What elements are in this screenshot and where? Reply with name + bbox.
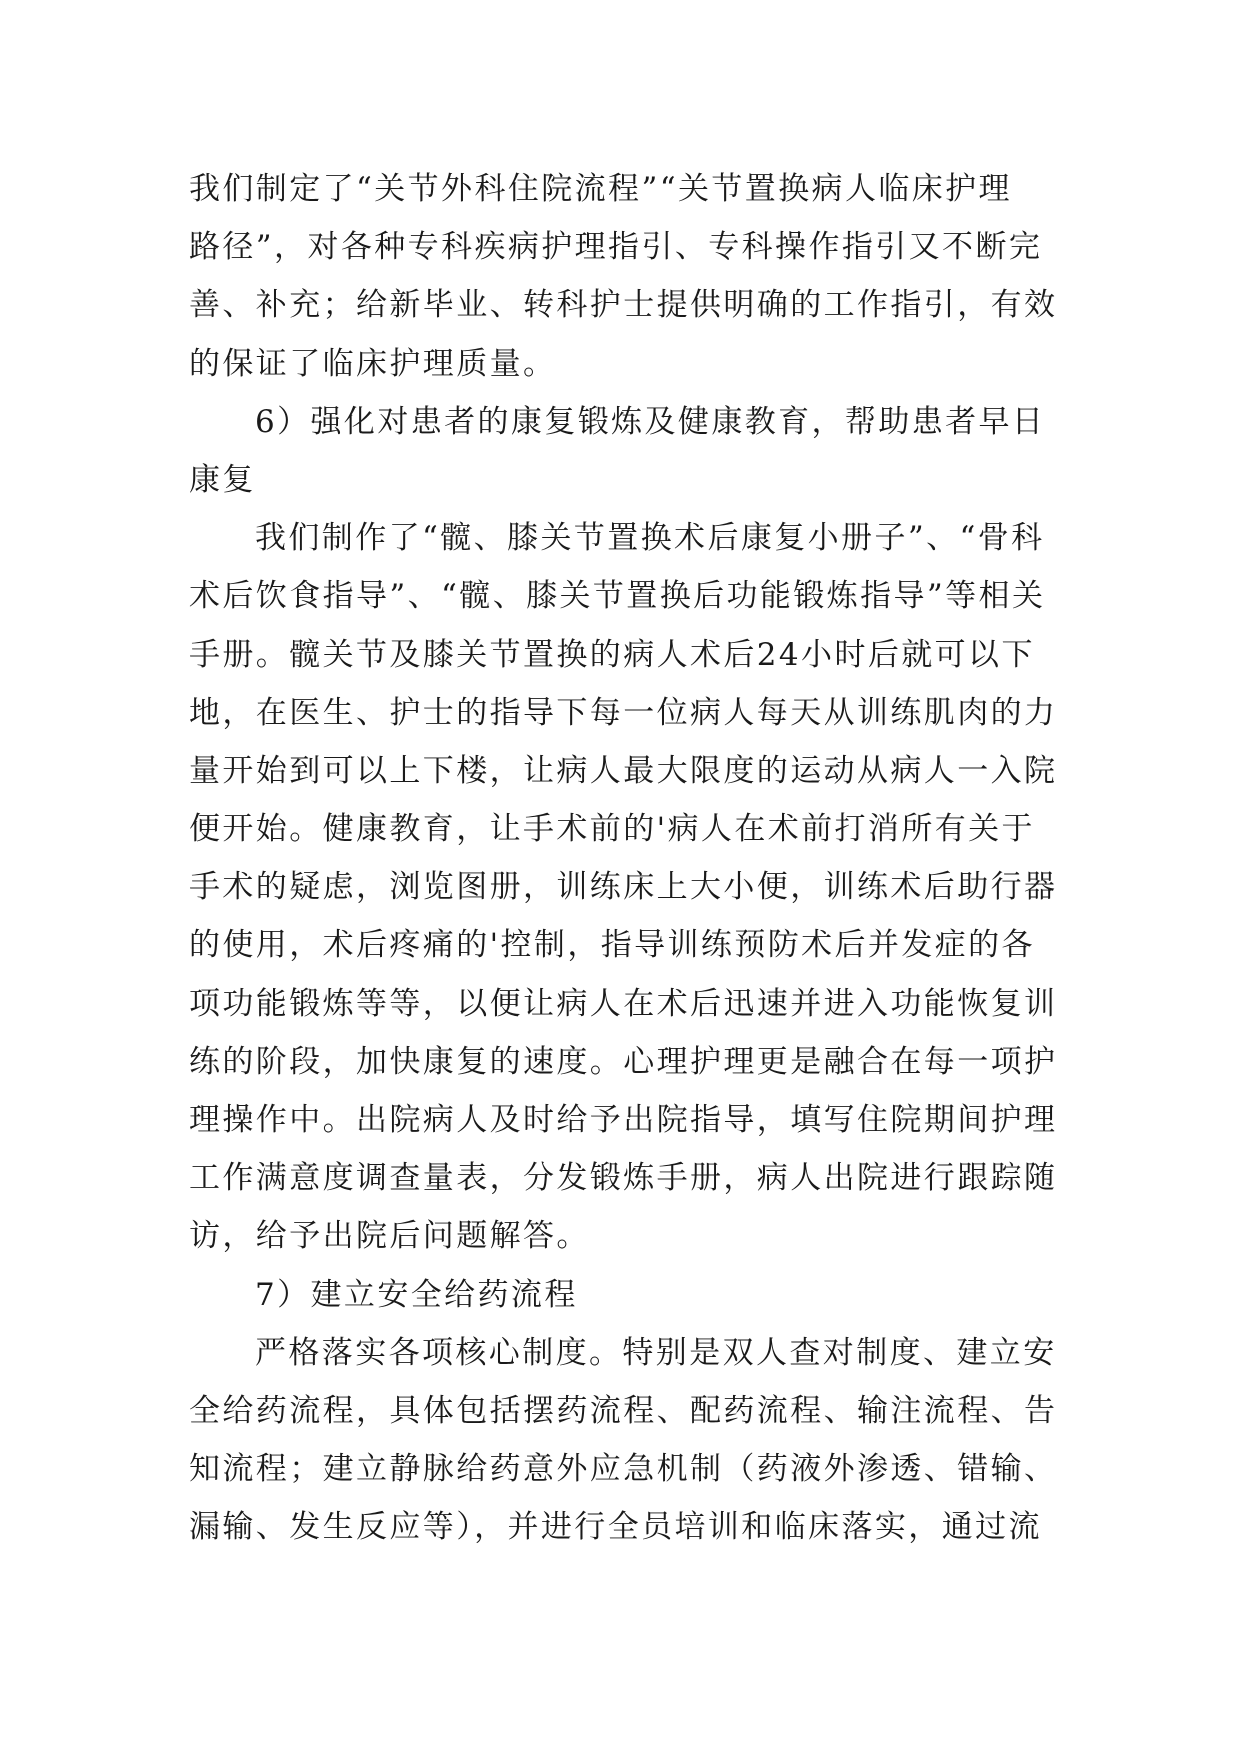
text-line: 便开始。健康教育，让手术前的'病人在术前打消所有关于 (189, 811, 1035, 848)
section-heading-6-continuation: 康复 (189, 461, 256, 498)
text-line: 理操作中。出院病人及时给予出院指导，填写住院期间护理 (189, 1102, 1058, 1138)
text-line: 的保证了临床护理质量。 (189, 345, 557, 382)
text-line: 练的阶段，加快康复的速度。心理护理更是融合在每一项护 (189, 1043, 1058, 1080)
text-line: 的使用，术后疼痛的'控制，指导训练预防术后并发症的各 (189, 927, 1035, 964)
text-line: 我们制定了“关节外科住院流程”“关节置换病人临床护理 (189, 171, 1012, 207)
text-line: 访，给予出院后问题解答。 (189, 1218, 590, 1255)
text-line: 地，在医生、护士的指导下每一位病人每天从训练肌肉的力 (189, 694, 1058, 731)
paragraph-start: 严格落实各项核心制度。特别是双人查对制度、建立安 (255, 1334, 1057, 1371)
section-heading-6: 6）强化对患者的康复锻炼及健康教育，帮助患者早日 (255, 403, 1046, 440)
text-line: 路径”，对各种专科疾病护理指引、专科操作指引又不断完 (189, 229, 1043, 266)
text-line: 工作满意度调查量表，分发锻炼手册，病人出院进行跟踪随 (189, 1160, 1058, 1197)
text-line: 项功能锻炼等等，以便让病人在术后迅速并进入功能恢复训 (189, 985, 1058, 1022)
text-line: 漏输、发生反应等），并进行全员培训和临床落实，通过流 (189, 1509, 1042, 1546)
text-line: 手术的疑虑，浏览图册，训练床上大小便，训练术后助行器 (189, 869, 1058, 906)
text-line: 手册。髋关节及膝关节置换的病人术后24小时后就可以下 (189, 636, 1035, 673)
document-body (189, 160, 1069, 1557)
text-line: 量开始到可以上下楼，让病人最大限度的运动从病人一入院 (189, 752, 1058, 789)
text-line: 术后饮食指导”、“髋、膝关节置换后功能锻炼指导”等相关 (189, 578, 1046, 615)
text-line: 知流程；建立静脉给药意外应急机制（药液外渗透、错输、 (189, 1451, 1058, 1488)
paragraph-start: 我们制作了“髋、膝关节置换术后康复小册子”、“骨科 (255, 520, 1045, 557)
text-line: 善、补充；给新毕业、转科护士提供明确的工作指引，有效 (189, 287, 1058, 324)
section-heading-7: 7）建立安全给药流程 (255, 1276, 578, 1313)
text-line: 全给药流程，具体包括摆药流程、配药流程、输注流程、告 (189, 1392, 1058, 1429)
